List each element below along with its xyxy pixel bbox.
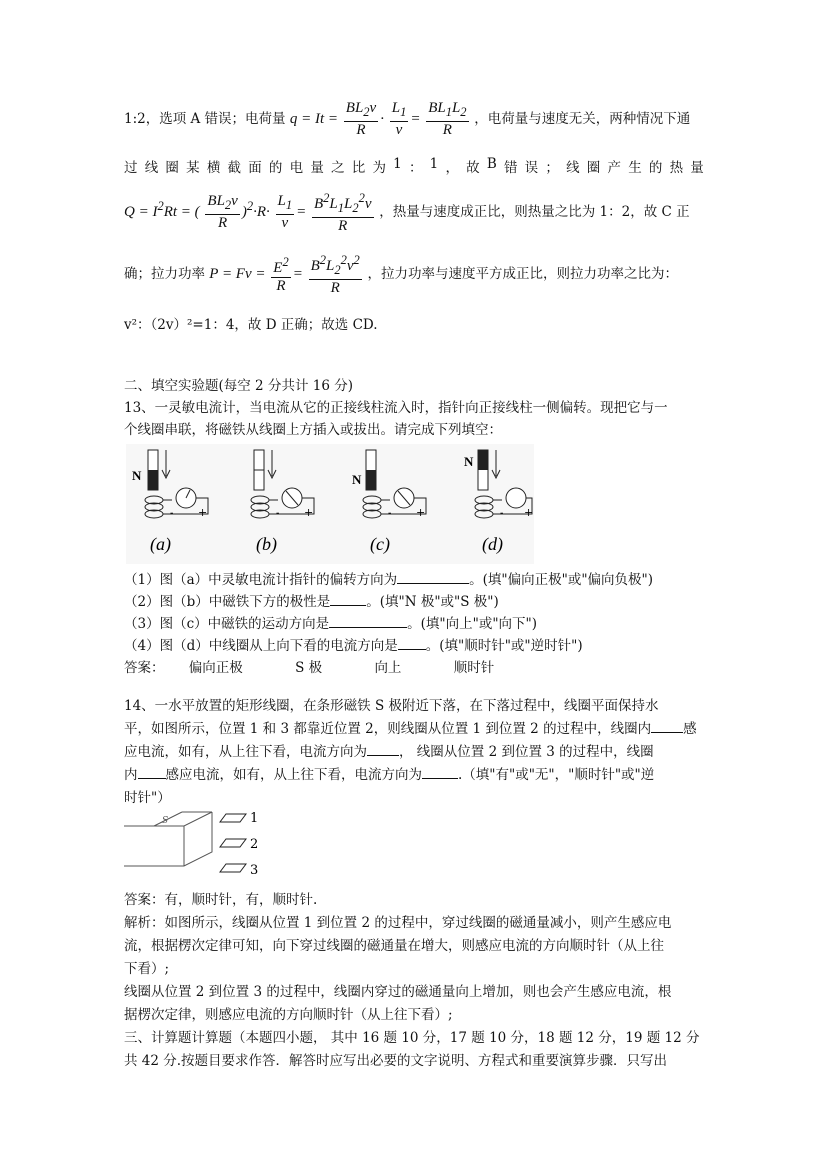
q12-conclusion: v²：（2v）²=1：4，故 D 正确；故选 CD. (124, 317, 378, 333)
q14-explanation-4 (124, 980, 671, 1000)
q12-char: 1 (393, 156, 402, 172)
coil-positions (220, 814, 246, 872)
q14-line-1 (124, 694, 659, 714)
q12-line-4-tail: ，拉力功率与速度平方成正比，则拉力功率之比为： (367, 265, 678, 282)
q12-char: B (486, 156, 497, 172)
q14-line-5-text: 时针"） (124, 790, 171, 806)
label-a: (a) (150, 534, 171, 554)
galvanometer-figure (126, 444, 534, 564)
q14-answer-text: 答案：有，顺时针，有，顺时针. (124, 892, 318, 908)
q12-char: 错 (503, 160, 518, 176)
q12-char: 比 (351, 160, 366, 176)
section-3-line-1-text: 三、计算题计算题（本题四小题， 其中 16 题 10 分，17 题 10 分，18 题 12 分，19 题 12 分 (124, 1030, 700, 1046)
q12-char: 1 (429, 156, 439, 172)
q12-char: 过 (124, 160, 138, 176)
answer-4: 顺时针 (453, 660, 495, 676)
q13-sub-2-text: （2）图（b）中磁铁下方的极性是 (124, 594, 331, 610)
q13-stem-2-text: 个线圈串联，将磁铁从线圈上方插入或拔出。请完成下列填空： (124, 422, 502, 438)
q13-sub-1-hint: 。(填"偏向正极"或"偏向负极") (469, 572, 654, 588)
heat-formula: $Q = I^2Rt$ = ( $\frac{BL_2v}{R}$ )$^2$·R· $\frac{L_1}{v}$ = $\frac{B^2L_1L_2^2v}{R}$ (124, 191, 372, 234)
answer-blank[interactable] (367, 743, 399, 756)
q12-line-5 (124, 313, 378, 333)
q12-char: 线 (566, 160, 580, 176)
q12-line-3-text: ，热量与速度成正比，则热量之比为 1：2，故 C 正 (379, 203, 690, 220)
q12-char: 截 (227, 160, 242, 176)
q12-line-1-text: 1:2，选项 A 错误；电荷量 (124, 110, 286, 127)
q13-sub-3 (124, 612, 537, 632)
section-3-line-1 (124, 1026, 700, 1046)
answer-label: 答案： (124, 660, 165, 676)
q14-explanation-2 (124, 934, 664, 954)
q14-line-4-a: 内 (124, 767, 138, 783)
q13-stem-2 (124, 418, 502, 438)
q12-char: 量 (310, 160, 324, 176)
magnet-coil-figure (124, 808, 274, 884)
q12-line-1 (124, 100, 690, 139)
q14-explanation-5-text: 据楞次定律，则感应电流的方向顺时针（从上往下看）; (124, 1007, 453, 1023)
q12-char: 之 (331, 160, 345, 176)
q13-stem-1-text: 13、一灵敏电流计，当电流从它的正接线柱流入时，指针向正接线柱一侧偏转。现把它与一 (124, 400, 668, 416)
answer-blank[interactable] (422, 766, 458, 779)
q13-sub-4-text: （4）图（d）中线圈从上向下看的电流方向是 (124, 638, 398, 654)
q14-explanation-3-text: 下看）; (124, 961, 170, 977)
q14-explanation-4-text: 线圈从位置 2 到位置 3 的过程中，线圈内穿过的磁通量向上增加，则也会产生感应电流，根 (124, 984, 672, 1000)
q12-line-4-text: 确；拉力功率 (124, 265, 205, 282)
q13-sub-4-hint: 。(填"顺时针"或"逆时针") (425, 638, 583, 654)
q13-answers (124, 656, 542, 676)
position-1: 1 (250, 811, 259, 826)
q12-line-3 (124, 190, 690, 235)
q14-line-1-text: 14、一水平放置的矩形线圈，在条形磁铁 S 极附近下落，在下落过程中，线圈平面保持水 (124, 698, 659, 714)
answer-blank[interactable] (138, 766, 166, 779)
q12-char: 电 (289, 160, 304, 176)
q12-char: 面 (248, 160, 262, 176)
q14-line-2-tail: 感 (683, 721, 697, 737)
q14-line-3-text: 应电流，如有，从上往下看，电流方向为 (124, 744, 367, 760)
position-2: 2 (250, 837, 259, 852)
svg-text:+: + (304, 506, 314, 519)
section-2-heading (124, 374, 353, 394)
q14-line-2-text: 平，如图所示，位置 1 和 3 都靠近位置 2，则线圈从位置 1 到位置 2 的过程中，线圈内 (124, 721, 652, 737)
q13-stem-1 (124, 396, 668, 416)
answer-blank[interactable] (397, 571, 469, 584)
q12-line-1-tail: ，电荷量与速度无关，两种情况下通 (474, 110, 691, 127)
q12-char: 横 (206, 160, 221, 176)
q12-char: 量 (690, 160, 704, 176)
q14-explanation-1 (124, 911, 671, 931)
q12-char: 的 (268, 160, 283, 176)
q12-char: 故 (466, 160, 480, 176)
svg-text:-: - (170, 508, 174, 519)
q14-explanation-1-text: 解析：如图所示，线圈从位置 1 到位置 2 的过程中，穿过线圈的磁通量减小，则产生感应电 (124, 915, 672, 931)
svg-text:+: + (524, 506, 534, 519)
q12-char: 圈 (586, 160, 601, 176)
answer-blank[interactable] (330, 593, 366, 606)
q12-line-2 (124, 156, 704, 176)
q12-char: 圈 (165, 160, 179, 176)
q12-char: 的 (648, 160, 663, 176)
power-formula: P = Fv = $\frac{E^2}{R}$ = $\frac{B^2L_2^2v^2}{R}$ (209, 253, 360, 296)
q12-char: ： (408, 160, 423, 176)
answer-blank[interactable] (651, 720, 683, 733)
magnet-s-label: S (162, 816, 169, 826)
section-3-line-2-text: 共 42 分.按题目要求作答．解答时应写出必要的文字说明、方程式和重要演算步骤．只写出 (124, 1053, 668, 1069)
q12-char: 误 (524, 160, 539, 176)
answer-blank[interactable] (398, 637, 426, 650)
q12-char: 线 (144, 160, 159, 176)
svg-text:-: - (276, 508, 280, 519)
label-d: (d) (482, 534, 503, 554)
svg-text:+: + (416, 506, 426, 519)
q12-char: 为 (372, 160, 386, 176)
q12-line-4 (124, 252, 678, 297)
label-b: (b) (256, 534, 277, 554)
q13-sub-4 (124, 634, 583, 654)
svg-text:+: + (198, 506, 208, 519)
q12-char: ， (445, 160, 459, 176)
q14-line-4 (124, 763, 654, 783)
q12-char: 热 (669, 160, 684, 176)
q14-line-5 (124, 786, 171, 806)
q14-explanation-2-text: 流，根据楞次定律可知，向下穿过线圈的磁通量在增大，则感应电流的方向顺时针（从上往 (124, 938, 664, 954)
q13-sub-3-hint: 。(填"向上"或"向下") (407, 616, 538, 632)
label-c: (c) (370, 534, 390, 554)
q14-line-3 (124, 740, 654, 760)
answer-blank[interactable] (329, 615, 407, 628)
magnet-label-d: N (464, 454, 474, 469)
magnet-label-c: N (352, 472, 362, 487)
q12-char: 生 (628, 160, 642, 176)
q13-sub-2-hint: 。(填"N 极"或"S 极") (366, 594, 499, 610)
q14-line-3-tail: ， 线圈从位置 2 到位置 3 的过程中，线圈 (399, 744, 654, 760)
position-3: 3 (250, 863, 259, 878)
q14-line-2 (124, 717, 697, 737)
answer-1: 偏向正极 (188, 660, 243, 676)
q14-answer (124, 888, 317, 908)
section-3-line-2 (124, 1049, 667, 1069)
q14-explanation-3 (124, 957, 169, 977)
answer-3: 向上 (374, 660, 402, 676)
magnet-label-a: N (132, 468, 142, 483)
svg-text:-: - (500, 508, 504, 519)
svg-text:-: - (388, 508, 392, 519)
q13-sub-1-text: （1）图（a）中灵敏电流计指针的偏转方向为 (124, 572, 398, 588)
charge-formula: q = It = $\frac{BL_2v}{R}$ · $\frac{L_1}{v}$ = $\frac{BL_1L_2}{R}$ (289, 100, 467, 138)
q12-char: 某 (186, 160, 200, 176)
q13-sub-3-text: （3）图（c）中磁铁的运动方向是 (124, 616, 330, 632)
q14-explanation-5 (124, 1003, 453, 1023)
q13-sub-2 (124, 590, 499, 610)
q12-char: 产 (607, 160, 621, 176)
answer-2: S 极 (295, 660, 323, 676)
q12-char: ； (545, 160, 559, 176)
q14-line-4-c: .（填"有"或"无"，"顺时针"或"逆 (458, 767, 655, 783)
q13-sub-1 (124, 568, 653, 588)
section-2-heading-text: 二、填空实验题(每空 2 分共计 16 分) (124, 378, 353, 394)
q14-line-4-b: 感应电流，如有，从上往下看，电流方向为 (165, 767, 422, 783)
